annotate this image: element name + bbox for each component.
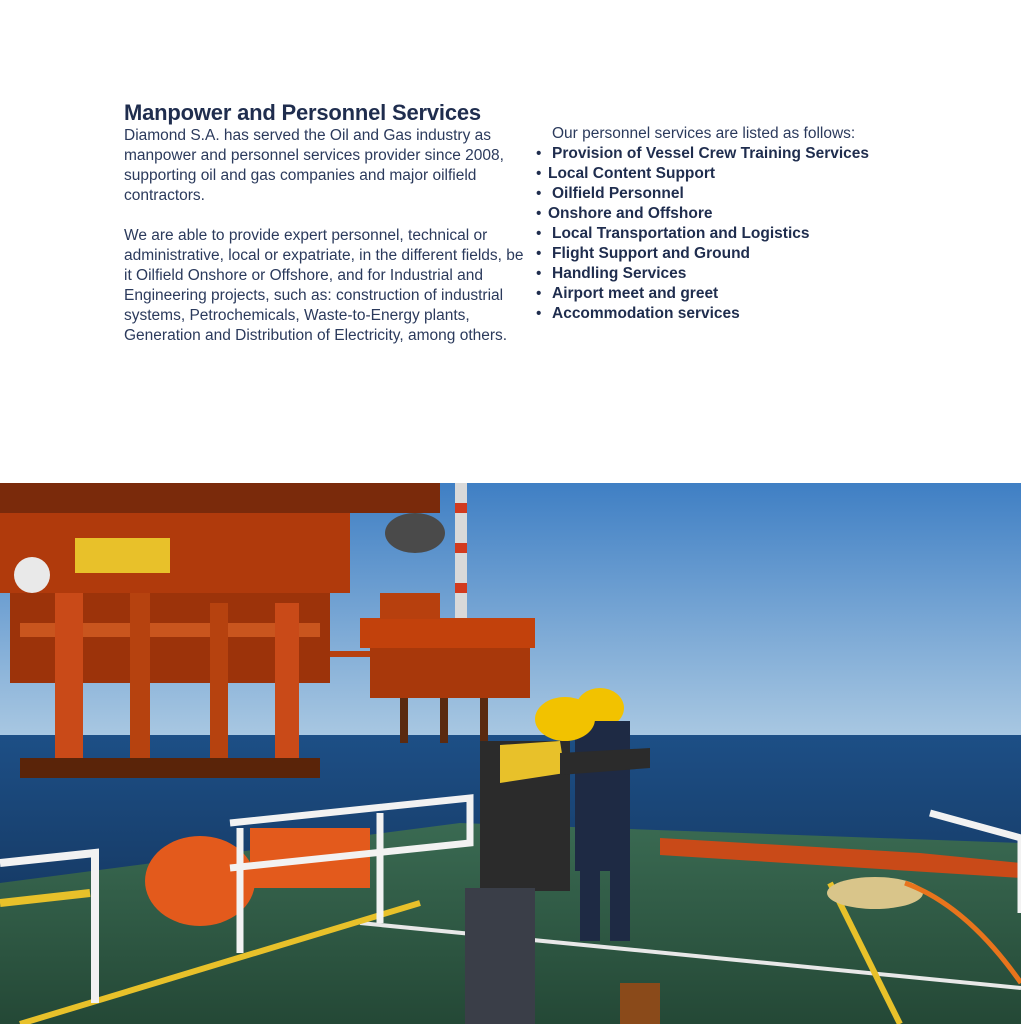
service-label: Local Transportation and Logistics (552, 225, 810, 242)
list-item (536, 244, 869, 264)
service-label: Handling Services (552, 265, 687, 282)
services-list (536, 144, 869, 324)
list-item (536, 164, 869, 184)
service-label: Airport meet and greet (552, 285, 719, 302)
list-item (536, 224, 869, 244)
list-item (536, 144, 869, 164)
list-item (536, 304, 869, 324)
list-item (536, 284, 869, 304)
service-label: Provision of Vessel Crew Training Services (552, 145, 870, 162)
bullet-icon: • (536, 285, 542, 302)
intro-paragraph: Diamond S.A. has served the Oil and Gas industry as manpower and personnel services provider since 2008, supporting oil and gas companies and major oilfield contractors. (124, 127, 504, 204)
list-item (536, 204, 869, 224)
bullet-icon: • (536, 265, 542, 282)
service-label: Flight Support and Ground (552, 245, 751, 262)
offshore-platform-photo (0, 483, 1021, 1024)
bullet-icon: • (536, 205, 542, 222)
page-title: Manpower and Personnel Services (124, 100, 481, 125)
bullet-icon: • (536, 165, 542, 182)
service-label: Local Content Support (548, 165, 716, 182)
list-item (536, 264, 869, 284)
services-intro: Our personnel services are listed as follows: (552, 125, 856, 142)
service-label: Oilfield Personnel (552, 185, 684, 202)
bullet-icon: • (536, 145, 542, 162)
list-item (536, 184, 869, 204)
bullet-icon: • (536, 225, 542, 242)
bullet-icon: • (536, 245, 542, 262)
service-label: Accommodation services (552, 305, 740, 322)
bullet-icon: • (536, 185, 542, 202)
capabilities-paragraph: We are able to provide expert personnel, technical or administrative, local or expatriate, in the different fields, be it Oilfield Onshore or Offshore, and for Industrial and Engineering projects, such as: construction of industrial systems, Petrochemicals, Waste-to-Energy plants, Generation and Distribution of Electricity, among others. (124, 227, 524, 344)
bullet-icon: • (536, 305, 542, 322)
service-label: Onshore and Offshore (548, 205, 713, 222)
